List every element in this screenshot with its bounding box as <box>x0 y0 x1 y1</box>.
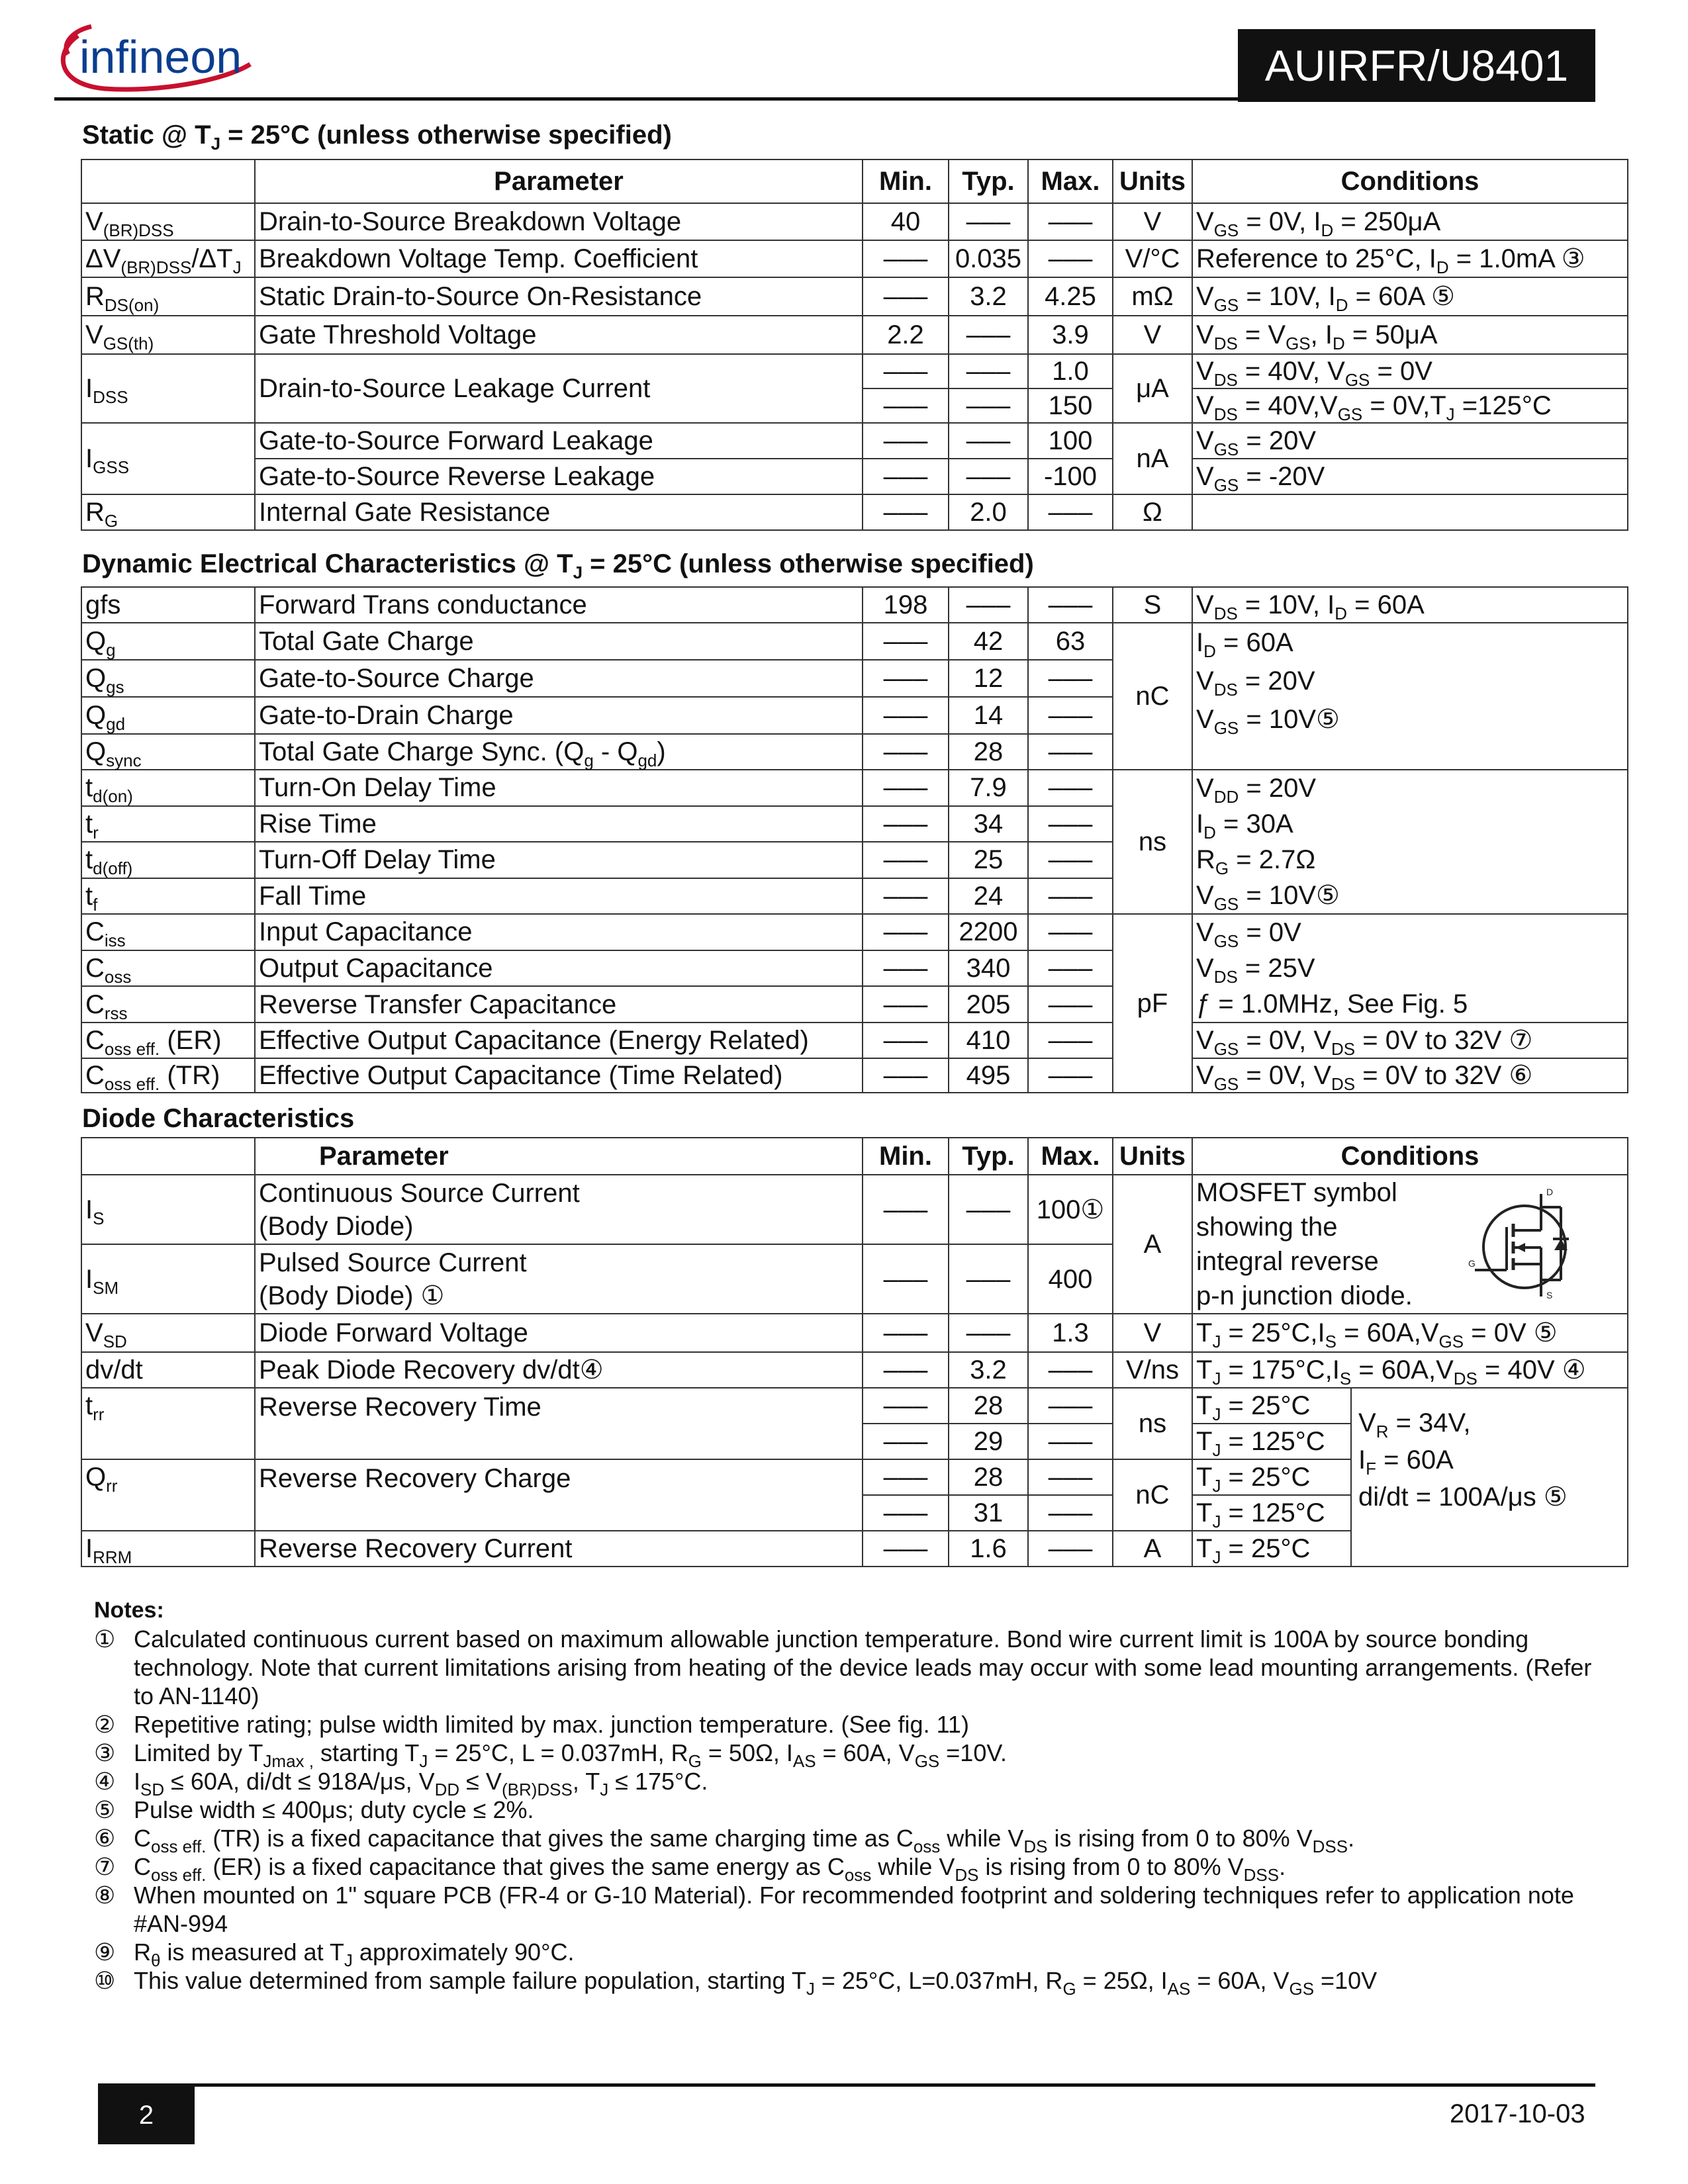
hdr-units: Units <box>1113 159 1192 203</box>
max: ––– <box>1028 1495 1113 1531</box>
symbol: $R_{DS(on)}$ <box>81 277 255 316</box>
note-item <box>94 1966 1603 1999</box>
table-row <box>81 1175 1628 1244</box>
note-item <box>94 1796 1603 1824</box>
typ: 24 <box>949 878 1028 915</box>
table-row <box>81 1388 1628 1424</box>
note-item <box>94 1881 1603 1938</box>
condition: $V_{GS} = 10V$, $I_D = 60A$ ⑤ <box>1192 277 1628 316</box>
typ: 0.035 <box>949 240 1028 277</box>
typ: 2.0 <box>949 494 1028 530</box>
notes-title: Notes: <box>94 1598 164 1623</box>
table-row <box>81 240 1628 277</box>
parameter: Drain-to-Source Breakdown Voltage <box>255 203 863 240</box>
symbol: $R_G$ <box>81 494 255 530</box>
symbol: $I_{SM}$ <box>81 1244 255 1314</box>
min: ––– <box>863 1531 949 1567</box>
note-number: ⑩ <box>94 1967 116 1994</box>
min: ––– <box>863 734 949 770</box>
max: ––– <box>1028 697 1113 734</box>
min: ––– <box>863 277 949 316</box>
symbol: $Q_g$ <box>81 623 255 660</box>
dynamic-title: Dynamic Electrical Characteristics @ $T_J = 25^\circ C$ (unless otherwise specified) <box>82 549 1034 582</box>
typ: ––– <box>949 388 1028 423</box>
min: ––– <box>863 494 949 530</box>
parameter: Static Drain-to-Source On-Resistance <box>255 277 863 316</box>
typ: 28 <box>949 1388 1028 1424</box>
condition: $T_J = 25^\circ C$ <box>1192 1459 1351 1495</box>
typ: ––– <box>949 423 1028 459</box>
table-row <box>81 423 1628 459</box>
note-item <box>94 1852 1603 1885</box>
condition <box>1192 1175 1628 1314</box>
unit: nA <box>1113 423 1192 494</box>
table-row <box>81 494 1628 530</box>
min: ––– <box>863 806 949 842</box>
parameter: Internal Gate Resistance <box>255 494 863 530</box>
typ: 7.9 <box>949 770 1028 806</box>
typ: 340 <box>949 950 1028 987</box>
typ: ––– <box>949 203 1028 240</box>
parameter: Gate Threshold Voltage <box>255 316 863 354</box>
symbol: $\Delta V_{(BR)DSS}/\Delta T_J$ <box>81 240 255 277</box>
unit: pF <box>1113 914 1192 1093</box>
max: ––– <box>1028 1459 1113 1495</box>
min: 40 <box>863 203 949 240</box>
max: ––– <box>1028 1023 1113 1058</box>
min: 198 <box>863 587 949 623</box>
note-number: ⑥ <box>94 1825 116 1852</box>
max: 1.3 <box>1028 1314 1113 1352</box>
condition: $T_J = 175^\circ C,I_S = 60A,V_{DS} = 40V$ ④ <box>1192 1352 1628 1388</box>
hdr-max: Max. <box>1028 159 1113 203</box>
note-number: ⑤ <box>94 1796 116 1823</box>
parameter: Reverse Recovery Charge <box>255 1459 863 1531</box>
condition: Reference to 25°C, $I_D = 1.0mA$ ③ <box>1192 240 1628 277</box>
table-row <box>81 277 1628 316</box>
typ: ––– <box>949 1175 1028 1244</box>
mosfet-note: MOSFET symbol showing the integral reverse p-n junction diode. <box>1196 1178 1413 1310</box>
condition: $T_J = 125^\circ C$ <box>1192 1424 1351 1459</box>
unit: A <box>1113 1175 1192 1314</box>
min: ––– <box>863 914 949 950</box>
max: -100 <box>1028 459 1113 494</box>
table-row <box>81 1352 1628 1388</box>
min: ––– <box>863 388 949 423</box>
max: 63 <box>1028 623 1113 660</box>
symbol: $I_{RRM}$ <box>81 1531 255 1567</box>
symbol: $C_{rss}$ <box>81 986 255 1023</box>
typ: 1.6 <box>949 1531 1028 1567</box>
hdr-min: Min. <box>863 159 949 203</box>
min: ––– <box>863 1388 949 1424</box>
min: ––– <box>863 1424 949 1459</box>
typ: 28 <box>949 734 1028 770</box>
unit: V/°C <box>1113 240 1192 277</box>
min: ––– <box>863 842 949 878</box>
condition: $V_{DS} = V_{GS}$, $I_D = 50\mu A$ <box>1192 316 1628 354</box>
table-row <box>81 316 1628 354</box>
parameter: Reverse Recovery Current <box>255 1531 863 1567</box>
symbol: $Q_{rr}$ <box>81 1459 255 1531</box>
symbol: $C_{oss eff.}$ (ER) <box>81 1023 255 1058</box>
condition: $T_J = 25^\circ C$ <box>1192 1531 1351 1567</box>
note-text: Limited by $T_{Jmax ,}$ starting $T_J = 25^\circ C$, L = 0.037mH, $R_G = 50\Omega$, $I_{AS} = 60A$, $V_{GS} =10V$. <box>134 1739 1008 1771</box>
condition: $V_{DD} = 20V$ $I_D = 30A$ $R_G = 2.7\Omega$ $V_{GS}$ = 10V⑤ <box>1192 770 1628 914</box>
typ: 3.2 <box>949 1352 1028 1388</box>
min: ––– <box>863 1023 949 1058</box>
table-row <box>81 459 1628 494</box>
hdr-min: Min. <box>863 1138 949 1175</box>
note-number: ④ <box>94 1768 116 1795</box>
max: 400 <box>1028 1244 1113 1314</box>
symbol: $Q_{sync}$ <box>81 734 255 770</box>
min: ––– <box>863 950 949 987</box>
note-text: $C_{oss eff.}$ (ER) is a fixed capacitance that gives the same energy as $C_{oss}$ while $V_{DS}$ is rising from 0 to 80% $V_{DSS}$. <box>134 1853 1286 1885</box>
min: ––– <box>863 1314 949 1352</box>
condition <box>1192 494 1628 530</box>
unit: nC <box>1113 623 1192 770</box>
max: ––– <box>1028 1058 1113 1093</box>
max: ––– <box>1028 806 1113 842</box>
note-number: ⑨ <box>94 1938 116 1966</box>
note-item <box>94 1767 1603 1799</box>
min: ––– <box>863 1459 949 1495</box>
note-text: Calculated continuous current based on maximum allowable junction temperature. Bond wire current limit is 100A by source bonding technology. Note that current limitations arising from heating of the device leads may occur with some lead mounting arrangements. (Refer to AN-1140) <box>134 1625 1592 1709</box>
unit: V <box>1113 203 1192 240</box>
condition: $V_{GS} = -20V$ <box>1192 459 1628 494</box>
parameter: Diode Forward Voltage <box>255 1314 863 1352</box>
unit: Ω <box>1113 494 1192 530</box>
hdr-typ: Typ. <box>949 159 1028 203</box>
parameter: Rise Time <box>255 806 863 842</box>
max: ––– <box>1028 660 1113 697</box>
hdr-symbol <box>81 159 255 203</box>
max: ––– <box>1028 734 1113 770</box>
part-number: AUIRFR/U8401 <box>1238 29 1595 102</box>
parameter: Forward Trans conductance <box>255 587 863 623</box>
note-item <box>94 1625 1603 1710</box>
min: 2.2 <box>863 316 949 354</box>
min: ––– <box>863 770 949 806</box>
max: ––– <box>1028 587 1113 623</box>
max: ––– <box>1028 1388 1113 1424</box>
condition: $V_{GS} = 0V$, $V_{DS} = 0V$ to 32V ⑦ <box>1192 1023 1628 1058</box>
max: 150 <box>1028 388 1113 423</box>
min: ––– <box>863 1495 949 1531</box>
max: 3.9 <box>1028 316 1113 354</box>
table-row <box>81 203 1628 240</box>
symbol: $V_{GS(th)}$ <box>81 316 255 354</box>
symbol: $t_{d(on)}$ <box>81 770 255 806</box>
typ: ––– <box>949 587 1028 623</box>
typ: 205 <box>949 986 1028 1023</box>
note-text: When mounted on 1" square PCB (FR-4 or G-10 Material). For recommended footprint and soldering techniques refer to application note #AN-994 <box>134 1882 1574 1937</box>
symbol: $t_{d(off)}$ <box>81 842 255 878</box>
max: 1.0 <box>1028 354 1113 388</box>
min: ––– <box>863 1352 949 1388</box>
max: ––– <box>1028 494 1113 530</box>
unit: mΩ <box>1113 277 1192 316</box>
note-text: Pulse width ≤ 400μs; duty cycle ≤ 2%. <box>134 1796 534 1823</box>
parameter: Reverse Recovery Time <box>255 1388 863 1459</box>
note-item <box>94 1824 1603 1856</box>
empty-cell <box>1351 1531 1628 1567</box>
unit: V/ns <box>1113 1352 1192 1388</box>
symbol: $Q_{gd}$ <box>81 697 255 734</box>
min: ––– <box>863 240 949 277</box>
unit: V <box>1113 1314 1192 1352</box>
min: ––– <box>863 697 949 734</box>
note-text: $I_{SD} \le 60A$, di/dt ≤ 918A/μs, $V_{DD} \le V_{(BR)DSS}$, $T_J \le 175^\circ C$. <box>134 1768 708 1799</box>
notes <box>94 1596 1603 1999</box>
hdr-max: Max. <box>1028 1138 1113 1175</box>
hdr-conditions: Conditions <box>1192 159 1628 203</box>
typ: ––– <box>949 316 1028 354</box>
parameter: Continuous Source Current (Body Diode) <box>255 1175 863 1244</box>
symbol: $Q_{gs}$ <box>81 660 255 697</box>
parameter: Breakdown Voltage Temp. Coefficient <box>255 240 863 277</box>
parameter: Turn-On Delay Time <box>255 770 863 806</box>
hdr-symbol <box>81 1138 255 1175</box>
symbol: $I_S$ <box>81 1175 255 1244</box>
note-text: Repetitive rating; pulse width limited by max. junction temperature. (See fig. 11) <box>134 1711 969 1738</box>
typ: ––– <box>949 354 1028 388</box>
symbol: dv/dt <box>81 1352 255 1388</box>
parameter: Total Gate Charge Sync. $(Q_g - Q_{gd})$ <box>255 734 863 770</box>
logo-text: infineon <box>79 31 242 83</box>
max: 4.25 <box>1028 277 1113 316</box>
condition: $V_{DS} = 10V$, $I_D = 60A$ <box>1192 587 1628 623</box>
condition: $T_J = 125^\circ C$ <box>1192 1495 1351 1531</box>
typ: 34 <box>949 806 1028 842</box>
condition: $V_{GS} = 0V$ $V_{DS} = 25V$ ƒ = 1.0MHz, See Fig. 5 <box>1192 914 1628 1023</box>
diode-title: Diode Characteristics <box>82 1104 355 1133</box>
dynamic-table <box>81 586 1628 1093</box>
typ: 2200 <box>949 914 1028 950</box>
parameter: Pulsed Source Current (Body Diode) ① <box>255 1244 863 1314</box>
svg-text:D: D <box>1546 1187 1554 1197</box>
typ: 28 <box>949 1459 1028 1495</box>
unit: ns <box>1113 770 1192 914</box>
min: ––– <box>863 986 949 1023</box>
symbol: $I_{DSS}$ <box>81 354 255 423</box>
parameter: Effective Output Capacitance (Energy Related) <box>255 1023 863 1058</box>
symbol: $I_{GSS}$ <box>81 423 255 494</box>
parameter: Total Gate Charge <box>255 623 863 660</box>
note-number: ① <box>94 1625 116 1653</box>
parameter: Effective Output Capacitance (Time Related) <box>255 1058 863 1093</box>
typ: ––– <box>949 1314 1028 1352</box>
symbol: $t_r$ <box>81 806 255 842</box>
hdr-conditions: Conditions <box>1192 1138 1628 1175</box>
note-number: ② <box>94 1711 116 1738</box>
parameter: Output Capacitance <box>255 950 863 987</box>
static-title: Static @ $T_J = 25^\circ C$ (unless otherwise specified) <box>82 120 672 154</box>
typ: 12 <box>949 660 1028 697</box>
note-text: This value determined from sample failure population, starting $T_J = 25^\circ C$, L=0.037mH, $R_G = 25\Omega$, $I_{AS} = 60A$, $V_{GS} =10V$ <box>134 1967 1378 1999</box>
max: 100 <box>1028 423 1113 459</box>
unit: ns <box>1113 1388 1192 1459</box>
mosfet-symbol-icon <box>1468 1187 1581 1300</box>
parameter: Peak Diode Recovery dv/dt④ <box>255 1352 863 1388</box>
static-table <box>81 159 1628 531</box>
revision-date: 2017-10-03 <box>1450 2099 1585 2128</box>
note-number: ⑦ <box>94 1853 116 1880</box>
condition: $V_{GS} = 0V$, $V_{DS} = 0V$ to 32V ⑥ <box>1192 1058 1628 1093</box>
hdr-typ: Typ. <box>949 1138 1028 1175</box>
note-number: ⑧ <box>94 1882 116 1909</box>
condition: $V_{GS} = 20V$ <box>1192 423 1628 459</box>
typ: 14 <box>949 697 1028 734</box>
table-row <box>81 587 1628 623</box>
min: ––– <box>863 1244 949 1314</box>
unit: A <box>1113 1531 1192 1567</box>
infineon-logo <box>52 15 263 101</box>
parameter: Gate-to-Source Forward Leakage <box>255 423 863 459</box>
parameter: Turn-Off Delay Time <box>255 842 863 878</box>
condition: $T_J = 25^\circ C$ <box>1192 1388 1351 1424</box>
svg-text:S: S <box>1546 1290 1553 1300</box>
table-row <box>81 1023 1628 1058</box>
hdr-units: Units <box>1113 1138 1192 1175</box>
typ: 3.2 <box>949 277 1028 316</box>
symbol: gfs <box>81 587 255 623</box>
min: ––– <box>863 354 949 388</box>
parameter: Drain-to-Source Leakage Current <box>255 354 863 423</box>
shared-condition: $V_R = 34V$, $I_F = 60A$ di/dt = 100A/μs ⑤ <box>1351 1388 1628 1531</box>
notes-list <box>94 1625 1603 1999</box>
typ: 42 <box>949 623 1028 660</box>
min: ––– <box>863 459 949 494</box>
max: ––– <box>1028 1352 1113 1388</box>
typ: 495 <box>949 1058 1028 1093</box>
max: ––– <box>1028 878 1113 915</box>
min: ––– <box>863 623 949 660</box>
min: ––– <box>863 1058 949 1093</box>
max: ––– <box>1028 950 1113 987</box>
min: ––– <box>863 660 949 697</box>
note-text: $R_\theta$ is measured at $T_J$ approximately 90°C. <box>134 1938 575 1970</box>
max: ––– <box>1028 770 1113 806</box>
table-row <box>81 354 1628 388</box>
parameter: Fall Time <box>255 878 863 915</box>
symbol: $V_{SD}$ <box>81 1314 255 1352</box>
table-row <box>81 623 1628 660</box>
table-row <box>81 1314 1628 1352</box>
min: ––– <box>863 423 949 459</box>
max: 100① <box>1028 1175 1113 1244</box>
unit: S <box>1113 587 1192 623</box>
max: ––– <box>1028 240 1113 277</box>
min: ––– <box>863 1175 949 1244</box>
table-row <box>81 914 1628 950</box>
symbol: $V_{(BR)DSS}$ <box>81 203 255 240</box>
typ: ––– <box>949 1244 1028 1314</box>
diode-table <box>81 1137 1628 1567</box>
max: ––– <box>1028 1531 1113 1567</box>
parameter: Gate-to-Source Charge <box>255 660 863 697</box>
table-row <box>81 1058 1628 1093</box>
parameter: Gate-to-Drain Charge <box>255 697 863 734</box>
parameter: Gate-to-Source Reverse Leakage <box>255 459 863 494</box>
min: ––– <box>863 878 949 915</box>
typ: ––– <box>949 459 1028 494</box>
max: ––– <box>1028 203 1113 240</box>
condition: $V_{GS} = 0V$, $I_D = 250\mu A$ <box>1192 203 1628 240</box>
note-item <box>94 1739 1603 1771</box>
condition: $V_{DS} = 40V$, $V_{GS} = 0V$ <box>1192 354 1628 388</box>
typ: 410 <box>949 1023 1028 1058</box>
note-item <box>94 1710 1603 1739</box>
symbol: $C_{iss}$ <box>81 914 255 950</box>
unit: V <box>1113 316 1192 354</box>
typ: 31 <box>949 1495 1028 1531</box>
symbol: $t_f$ <box>81 878 255 915</box>
condition: $T_J = 25^\circ C,I_S = 60A,V_{GS} = 0V$ ⑤ <box>1192 1314 1628 1352</box>
svg-text:G: G <box>1468 1258 1476 1269</box>
page-number: 2 <box>98 2086 195 2144</box>
condition: $V_{DS} = 40V,V_{GS} = 0V,T_J =125^\circ C$ <box>1192 388 1628 423</box>
parameter: Reverse Transfer Capacitance <box>255 986 863 1023</box>
max: ––– <box>1028 914 1113 950</box>
symbol: $C_{oss eff.}$ (TR) <box>81 1058 255 1093</box>
max: ––– <box>1028 842 1113 878</box>
hdr-parameter: Parameter <box>255 1138 863 1175</box>
note-item <box>94 1938 1603 1970</box>
unit: nC <box>1113 1459 1192 1531</box>
table-row <box>81 1531 1628 1567</box>
max: ––– <box>1028 986 1113 1023</box>
symbol: $t_{rr}$ <box>81 1388 255 1459</box>
table-row <box>81 770 1628 806</box>
hdr-parameter: Parameter <box>255 159 863 203</box>
typ: 25 <box>949 842 1028 878</box>
typ: 29 <box>949 1424 1028 1459</box>
unit: μA <box>1113 354 1192 423</box>
note-number: ③ <box>94 1739 116 1766</box>
condition: $I_D = 60A$ $V_{DS} = 20V$ $V_{GS}$ = 10V⑤ <box>1192 623 1628 770</box>
symbol: $C_{oss}$ <box>81 950 255 987</box>
footer-rule <box>98 2083 1595 2087</box>
parameter: Input Capacitance <box>255 914 863 950</box>
max: ––– <box>1028 1424 1113 1459</box>
note-text: $C_{oss eff.}$ (TR) is a fixed capacitance that gives the same charging time as $C_{oss}$ while $V_{DS}$ is rising from 0 to 80% $V_{DSS}$. <box>134 1825 1355 1856</box>
